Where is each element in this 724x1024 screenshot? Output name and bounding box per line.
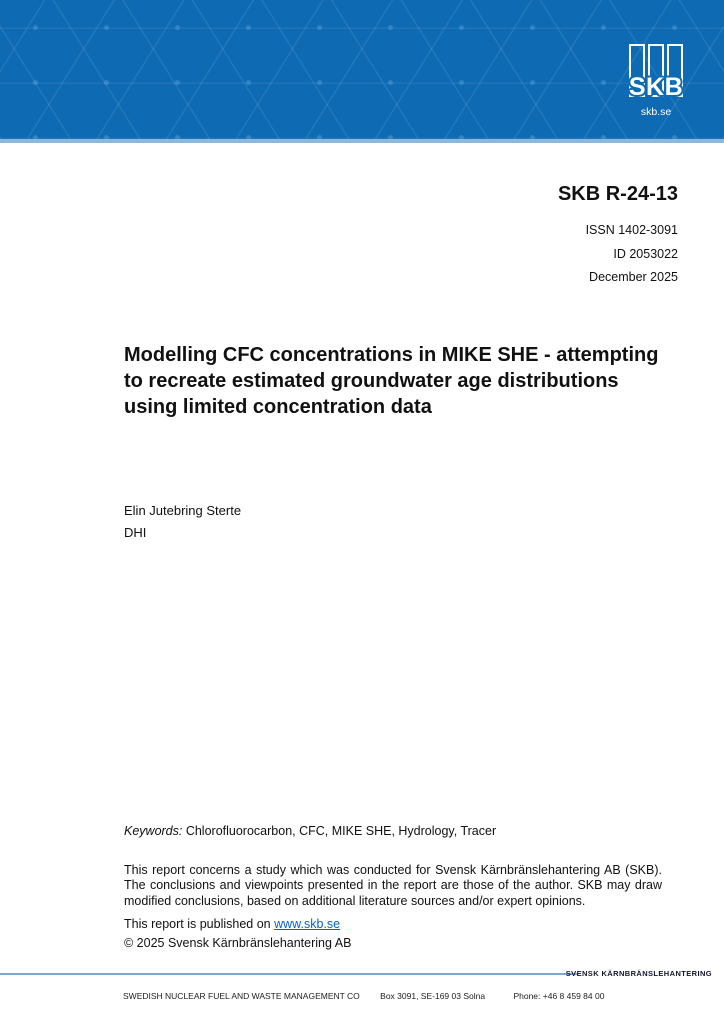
report-issn: ISSN 1402-3091 [585, 223, 678, 237]
report-meta [586, 219, 678, 290]
report-number: SKB R-24-13 [557, 183, 678, 205]
footer-phone: Phone: +46 8 459 84 00 [513, 991, 605, 1001]
footer-info-line [123, 991, 604, 1001]
published-line [124, 917, 340, 931]
published-prefix: This report is published on [124, 917, 275, 931]
footer-address: Box 3091, SE-169 03 Solna [380, 991, 486, 1001]
footer-rule-row [0, 968, 724, 980]
footer-rule [0, 973, 578, 975]
report-id: ID 2053022 [613, 246, 678, 261]
footer-company-english: SWEDISH NUCLEAR FUEL AND WASTE MANAGEMENT CO [123, 991, 360, 1001]
report-date: December 2025 [589, 270, 678, 284]
author-block [124, 500, 241, 543]
skb-website-link[interactable]: www.skb.se [274, 917, 341, 931]
skb-logo-text: SKB [628, 73, 684, 101]
keywords-label: Keywords: [124, 824, 183, 838]
keywords-line [124, 824, 496, 838]
skb-logo-bars [628, 44, 684, 101]
keywords-value: Chlorofluorocarbon, CFC, MIKE SHE, Hydrology, Tracer [182, 824, 497, 838]
report-title: Modelling CFC concentrations in MIKE SHE - attempting to recreate estimated groundwater age distributions using limited concentration data [124, 344, 659, 418]
disclaimer-paragraph: This report concerns a study which was conducted for Svensk Kärnbränslehantering AB (SKB). The conclusions and viewpoints presented in the report are those of the author. SKB may draw modified conclusions, based on additional literature sources and/or expert opinions. [124, 863, 662, 908]
author-affiliation: DHI [124, 524, 147, 540]
copyright-line: © 2025 Svensk Kärnbränslehantering AB [124, 936, 352, 950]
banner [0, 0, 724, 143]
skb-logo [629, 44, 683, 118]
footer-company-swedish: SVENSK KÄRNBRÄNSLEHANTERING [565, 969, 712, 978]
skb-logo-caption: skb.se [640, 106, 672, 118]
author-name: Elin Jutebring Sterte [124, 503, 242, 518]
